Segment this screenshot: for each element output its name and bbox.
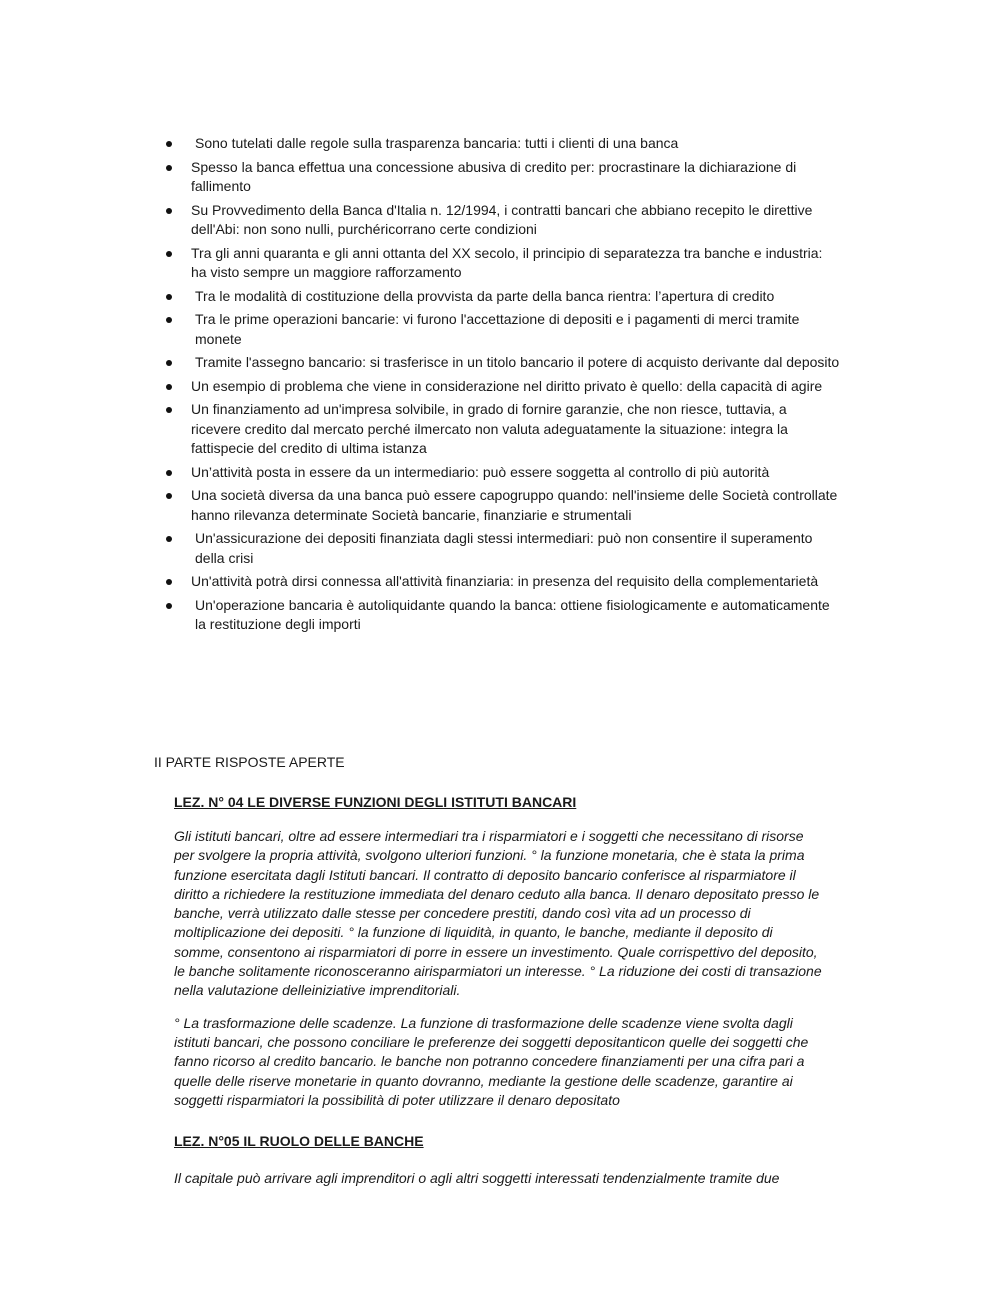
lesson-paragraph: ° La trasformazione delle scadenze. La funzione di trasformazione delle scadenze viene svolta dagli istituti bancari, che possono conciliare le preferenze dei soggetti depositanticon quelle dei soggetti che fanno ricorso al credito bancario. le banche non potranno concedere finanziamenti per una cifra pari a quelle delle riserve monetarie in quanto dovranno, mediante la gestione delle scadenze, garantire ai soggetti risparmiatori la possibilità di poter utilizzare il denaro depositato (174, 1014, 809, 1108)
bullet-icon (166, 165, 172, 171)
list-item (160, 201, 840, 240)
bullet-icon (166, 384, 172, 390)
bullet-icon (166, 603, 172, 609)
bullet-icon (166, 294, 172, 300)
list-item (160, 134, 840, 154)
bullet-icon (166, 360, 172, 366)
section-title: II PARTE RISPOSTE APERTE (154, 754, 345, 770)
bullet-icon (166, 579, 172, 585)
quiz-answer-list (160, 134, 840, 639)
list-item (160, 596, 840, 635)
lesson-05 (174, 1131, 824, 1188)
bullet-icon (166, 208, 172, 214)
list-item (160, 287, 840, 307)
lesson-04 (174, 792, 824, 1110)
list-item-text: Tra le prime operazioni bancarie: vi furono l'accettazione di depositi e i pagamenti di merci tramite monete (195, 311, 800, 347)
list-item (160, 244, 840, 283)
lesson-heading: LEZ. N°05 IL RUOLO DELLE BANCHE (174, 1133, 424, 1149)
list-item (160, 463, 840, 483)
list-item-text: Tra gli anni quaranta e gli anni ottanta del XX secolo, il principio di separatezza tra banche e industria: ha visto sempre un maggiore rafforzamento (191, 244, 823, 280)
lesson-heading: LEZ. N° 04 LE DIVERSE FUNZIONI DEGLI ISTITUTI BANCARI (174, 794, 577, 810)
list-item-text: Tra le modalità di costituzione della provvista da parte della banca rientra: l’apertura di credito (195, 287, 775, 304)
list-item-text: Un'attività potrà dirsi connessa all'attività finanziaria: in presenza del requisito della complementarietà (191, 573, 819, 589)
list-item (160, 400, 840, 459)
list-item-text: Un finanziamento ad un'impresa solvibile, in grado di fornire garanzie, che non riesce, tuttavia, a ricevere credito dal mercato perché ilmercato non valuta adeguatamente la situazione: integra la fattispecie del credito di ultima istanza (191, 401, 788, 456)
list-item-text: Un esempio di problema che viene in considerazione nel diritto privato è quello: della capacità di agire (191, 377, 823, 394)
list-item-text: Un’attività posta in essere da un intermediario: può essere soggetta al controllo di più autorità (191, 463, 770, 480)
list-item-text: Sono tutelati dalle regole sulla trasparenza bancaria: tutti i clienti di una banca (195, 135, 679, 151)
list-item-text: Un'operazione bancaria è autoliquidante quando la banca: ottiene fisiologicamente e automaticamente la restituzione degli importi (195, 596, 830, 632)
bullet-icon (166, 407, 172, 413)
list-item-text: Un'assicurazione dei depositi finanziata dagli stessi intermediari: può non consentire il superamento della crisi (195, 530, 813, 566)
list-item (160, 158, 840, 197)
list-item (160, 486, 840, 525)
list-item (160, 377, 840, 397)
bullet-icon (166, 251, 172, 257)
list-item (160, 529, 840, 568)
list-item (160, 353, 840, 373)
bullet-icon (166, 470, 172, 476)
bullet-icon (166, 317, 172, 323)
list-item-text: Su Provvedimento della Banca d'Italia n. 12/1994, i contratti bancari che abbiano recepito le direttive dell'Abi: non sono nulli, purchéricorrano certe condizioni (191, 201, 813, 237)
lesson-paragraph: Il capitale può arrivare agli imprenditori o agli altri soggetti interessati tendenzialmente tramite due (174, 1170, 780, 1186)
list-item-text: Una società diversa da una banca può essere capogruppo quando: nell'insieme delle Società controllate hanno rilevanza determinate Società bancarie, finanziarie e strumentali (191, 487, 838, 523)
list-item-text: Tramite l'assegno bancario: si trasferisce in un titolo bancario il potere di acquisto derivante dal deposito (195, 354, 840, 370)
lesson-paragraph: Gli istituti bancari, oltre ad essere intermediari tra i risparmiatori e i soggetti che necessitano di risorse per svolgere la propria attività, svolgono ulteriori funzioni. ° la funzione monetaria, che è stata la prima funzione esercitata dagli Istituti bancari. Il contratto di deposito bancario conferisce al risparmiatore il diritto a richiedere la restituzione immediata del denaro ceduto alla banca. Il denaro depositato presso le banche, verrà utilizzato dalle stesse per concedere prestiti, dando così vita ad un processo di moltiplicazione dei depositi. ° la funzione di liquidità, in quanto, le banche, mediante il deposito di somme, consentono ai risparmiatori di porre in essere un investimento. Quale corrispettivo del deposito, le banche solitamente riconosceranno airisparmiatori un interesse. ° La riduzione dei costi di transazione nella valutazione delleiniziative imprenditoriali. (174, 828, 822, 999)
bullet-icon (166, 493, 172, 499)
list-item (160, 310, 840, 349)
list-item-text: Spesso la banca effettua una concessione abusiva di credito per: procrastinare la dichiarazione di fallimento (191, 158, 797, 194)
list-item (160, 572, 840, 592)
bullet-icon (166, 141, 172, 147)
bullet-icon (166, 536, 172, 542)
